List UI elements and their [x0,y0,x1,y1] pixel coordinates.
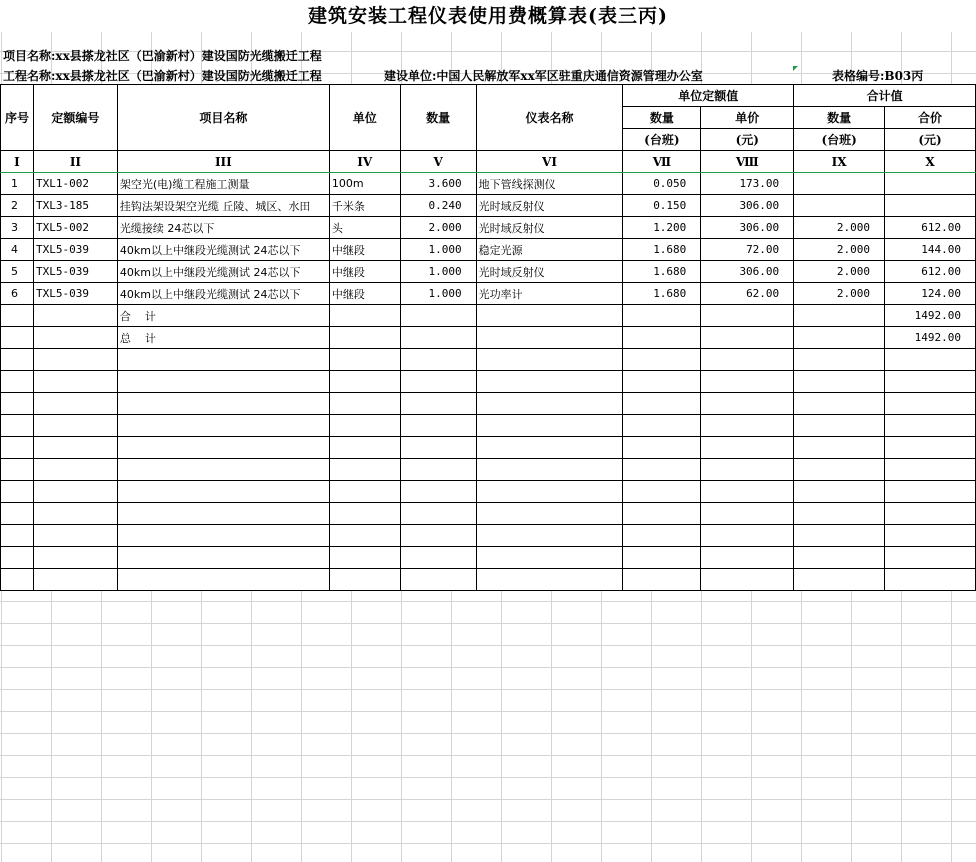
empty-cell[interactable] [701,371,794,393]
header-total-qty[interactable]: 数量 [794,107,885,129]
empty-row [1,437,976,459]
construction-unit-label: 建设单位:中国人民解放军xx军区驻重庆通信资源管理办公室 [384,69,703,83]
header-unit-qty[interactable]: 数量 [623,107,701,129]
empty-cell[interactable] [117,459,329,481]
empty-cell[interactable] [623,459,701,481]
table-cell[interactable] [1,327,34,349]
quantity-cell[interactable]: 1.000 [400,283,476,305]
total-price-cell[interactable]: 612.00 [885,217,976,239]
empty-cell[interactable] [623,371,701,393]
seq-cell[interactable]: 2 [1,195,34,217]
empty-cell[interactable] [329,547,400,569]
table-cell[interactable] [329,327,400,349]
roman-cell[interactable]: I [1,151,34,173]
empty-cell[interactable] [1,371,34,393]
empty-cell[interactable] [794,547,885,569]
unit-cell[interactable]: 100m [329,173,400,195]
subtotal-label[interactable]: 合 计 [117,305,329,327]
empty-cell[interactable] [329,349,400,371]
empty-cell[interactable] [476,459,623,481]
table-cell[interactable] [794,305,885,327]
empty-cell[interactable] [400,371,476,393]
empty-cell[interactable] [400,481,476,503]
empty-cell[interactable] [623,503,701,525]
empty-cell[interactable] [400,459,476,481]
page-title: 建筑安装工程仪表使用费概算表(表三丙) [0,0,976,32]
empty-cell[interactable] [117,481,329,503]
empty-cell[interactable] [33,547,117,569]
empty-cell[interactable] [623,569,701,591]
empty-cell[interactable] [476,393,623,415]
empty-cell[interactable] [794,371,885,393]
empty-cell[interactable] [476,415,623,437]
quota-code-cell[interactable]: TXL5-039 [33,283,117,305]
table-row [1,173,976,195]
unit-cell[interactable]: 中继段 [329,239,400,261]
table-row [1,195,976,217]
empty-cell[interactable] [701,393,794,415]
empty-cell[interactable] [885,437,976,459]
empty-cell[interactable] [117,437,329,459]
empty-cell[interactable] [1,437,34,459]
header-quantity[interactable]: 数量 [400,85,476,151]
empty-cell[interactable] [885,393,976,415]
empty-cell[interactable] [329,525,400,547]
header-total-value[interactable]: 合计值 [794,85,976,107]
roman-cell[interactable]: IX [794,151,885,173]
empty-cell[interactable] [885,525,976,547]
empty-cell[interactable] [701,415,794,437]
empty-cell[interactable] [794,503,885,525]
item-name-cell[interactable]: 40km以上中继段光缆测试 24芯以下 [117,239,329,261]
total-qty-cell[interactable] [794,195,885,217]
empty-cell[interactable] [33,503,117,525]
cell-comment-marker-icon [793,66,798,71]
roman-cell[interactable]: V [400,151,476,173]
instrument-name-cell[interactable]: 地下管线探测仪 [476,173,623,195]
roman-cell[interactable]: Ⅶ [623,151,701,173]
grandtotal-value[interactable]: 1492.00 [885,327,976,349]
instrument-name-cell[interactable]: 光时域反射仪 [476,195,623,217]
seq-cell[interactable]: 3 [1,217,34,239]
roman-cell[interactable]: VI [476,151,623,173]
cost-table [0,84,976,591]
empty-cell[interactable] [885,371,976,393]
empty-cell[interactable] [623,547,701,569]
subtotal-value[interactable]: 1492.00 [885,305,976,327]
table-row [1,283,976,305]
empty-cell[interactable] [1,393,34,415]
empty-cell[interactable] [117,503,329,525]
empty-cell[interactable] [476,437,623,459]
seq-cell[interactable]: 6 [1,283,34,305]
header-unit-qty-unit[interactable]: (台班) [623,129,701,151]
empty-cell[interactable] [33,481,117,503]
header-total-price[interactable]: 合价 [885,107,976,129]
unit-price-cell[interactable]: 62.00 [701,283,794,305]
empty-cell[interactable] [476,349,623,371]
total-qty-cell[interactable] [794,173,885,195]
empty-cell[interactable] [329,481,400,503]
unit-price-cell[interactable]: 173.00 [701,173,794,195]
unit-cell[interactable]: 头 [329,217,400,239]
empty-cell[interactable] [329,569,400,591]
empty-cell[interactable] [329,503,400,525]
empty-cell[interactable] [117,415,329,437]
empty-cell[interactable] [1,349,34,371]
empty-cell[interactable] [885,481,976,503]
empty-cell[interactable] [400,547,476,569]
quota-code-cell[interactable]: TXL5-039 [33,261,117,283]
instrument-name-cell[interactable]: 光时域反射仪 [476,261,623,283]
quota-code-cell[interactable]: TXL5-002 [33,217,117,239]
table-cell[interactable] [623,305,701,327]
empty-row [1,349,976,371]
quantity-cell[interactable]: 1.000 [400,261,476,283]
grandtotal-row [1,327,976,349]
empty-cell[interactable] [701,349,794,371]
empty-cell[interactable] [794,415,885,437]
empty-cell[interactable] [400,503,476,525]
empty-cell[interactable] [33,569,117,591]
table-cell[interactable] [794,327,885,349]
table-cell[interactable] [329,305,400,327]
unit-price-cell[interactable]: 306.00 [701,261,794,283]
total-price-cell[interactable] [885,195,976,217]
header-total-price-unit[interactable]: (元) [885,129,976,151]
unit-cell[interactable]: 千米条 [329,195,400,217]
empty-row [1,415,976,437]
total-price-cell[interactable]: 144.00 [885,239,976,261]
total-qty-cell[interactable]: 2.000 [794,217,885,239]
empty-cell[interactable] [1,503,34,525]
empty-cell[interactable] [1,547,34,569]
empty-cell[interactable] [400,569,476,591]
empty-cell[interactable] [701,503,794,525]
empty-row [1,547,976,569]
empty-cell[interactable] [476,547,623,569]
empty-cell[interactable] [701,459,794,481]
empty-cell[interactable] [885,415,976,437]
header-unit-quota[interactable]: 单位定额值 [623,85,794,107]
unit-qty-cell[interactable]: 1.200 [623,217,701,239]
header-quota-code[interactable]: 定额编号 [33,85,117,151]
header-unit-price[interactable]: 单价 [701,107,794,129]
empty-row [1,371,976,393]
empty-cell[interactable] [885,349,976,371]
empty-row [1,525,976,547]
total-price-cell[interactable]: 612.00 [885,261,976,283]
empty-cell[interactable] [1,459,34,481]
table-cell[interactable] [33,327,117,349]
header-seq[interactable]: 序号 [1,85,34,151]
table-row [1,261,976,283]
empty-cell[interactable] [623,349,701,371]
seq-cell[interactable]: 1 [1,173,34,195]
empty-row [1,481,976,503]
roman-cell[interactable]: X [885,151,976,173]
table-cell[interactable] [400,327,476,349]
empty-cell[interactable] [794,459,885,481]
table-cell[interactable] [701,327,794,349]
empty-cell[interactable] [329,415,400,437]
empty-cell[interactable] [476,525,623,547]
quantity-cell[interactable]: 2.000 [400,217,476,239]
empty-cell[interactable] [794,525,885,547]
empty-cell[interactable] [400,393,476,415]
unit-price-cell[interactable]: 72.00 [701,239,794,261]
header-item-name[interactable]: 项目名称 [117,85,329,151]
table-cell[interactable] [623,327,701,349]
table-cell[interactable] [476,305,623,327]
table-cell[interactable] [1,305,34,327]
empty-cell[interactable] [117,371,329,393]
roman-cell[interactable]: Ⅷ [701,151,794,173]
seq-cell[interactable]: 5 [1,261,34,283]
empty-cell[interactable] [117,393,329,415]
instrument-name-cell[interactable]: 光功率计 [476,283,623,305]
empty-row [1,459,976,481]
empty-cell[interactable] [623,437,701,459]
empty-cell[interactable] [476,569,623,591]
total-qty-cell[interactable]: 2.000 [794,283,885,305]
empty-cell[interactable] [33,371,117,393]
header-unit[interactable]: 单位 [329,85,400,151]
table-row [1,239,976,261]
header-instrument-name[interactable]: 仪表名称 [476,85,623,151]
roman-cell[interactable]: IV [329,151,400,173]
empty-cell[interactable] [400,415,476,437]
quantity-cell[interactable]: 0.240 [400,195,476,217]
empty-row [1,503,976,525]
quota-code-cell[interactable]: TXL1-002 [33,173,117,195]
empty-cell[interactable] [329,459,400,481]
empty-cell[interactable] [701,481,794,503]
empty-cell[interactable] [1,415,34,437]
empty-cell[interactable] [33,437,117,459]
empty-cell[interactable] [117,525,329,547]
unit-price-cell[interactable]: 306.00 [701,195,794,217]
item-name-cell[interactable]: 挂钩法架设架空光缆 丘陵、城区、水田 [117,195,329,217]
item-name-cell[interactable]: 40km以上中继段光缆测试 24芯以下 [117,261,329,283]
table-cell[interactable] [701,305,794,327]
empty-cell[interactable] [400,349,476,371]
empty-cell[interactable] [885,459,976,481]
unit-qty-cell[interactable]: 0.150 [623,195,701,217]
quota-code-cell[interactable]: TXL5-039 [33,239,117,261]
empty-cell[interactable] [701,525,794,547]
empty-cell[interactable] [623,481,701,503]
header-total-qty-unit[interactable]: (台班) [794,129,885,151]
instrument-name-cell[interactable]: 光时域反射仪 [476,217,623,239]
quota-code-cell[interactable]: TXL3-185 [33,195,117,217]
empty-cell[interactable] [1,525,34,547]
empty-cell[interactable] [701,437,794,459]
form-code-label: 表格编号:B03丙 [832,69,924,83]
item-name-cell[interactable]: 架空光(电)缆工程施工测量 [117,173,329,195]
empty-cell[interactable] [794,437,885,459]
empty-cell[interactable] [623,393,701,415]
instrument-name-cell[interactable]: 稳定光源 [476,239,623,261]
unit-qty-cell[interactable]: 1.680 [623,283,701,305]
project-name-label: 项目名称:xx县搽龙社区（巴渝新村）建设国防光缆搬迁工程 [3,49,322,63]
total-qty-cell[interactable]: 2.000 [794,261,885,283]
empty-cell[interactable] [329,393,400,415]
empty-cell[interactable] [794,569,885,591]
empty-cell[interactable] [623,415,701,437]
empty-cell[interactable] [33,393,117,415]
engineering-name-label: 工程名称:xx县搽龙社区（巴渝新村）建设国防光缆搬迁工程 [3,69,322,83]
empty-cell[interactable] [1,569,34,591]
empty-cell[interactable] [400,437,476,459]
empty-cell[interactable] [885,503,976,525]
total-qty-cell[interactable]: 2.000 [794,239,885,261]
roman-cell[interactable]: III [117,151,329,173]
empty-cell[interactable] [885,547,976,569]
total-price-cell[interactable] [885,173,976,195]
quantity-cell[interactable]: 3.600 [400,173,476,195]
empty-cell[interactable] [329,437,400,459]
unit-cell[interactable]: 中继段 [329,283,400,305]
unit-qty-cell[interactable]: 0.050 [623,173,701,195]
empty-row [1,569,976,591]
table-cell[interactable] [476,327,623,349]
quantity-cell[interactable]: 1.000 [400,239,476,261]
empty-cell[interactable] [33,415,117,437]
empty-cell[interactable] [117,569,329,591]
item-name-cell[interactable]: 光缆接续 24芯以下 [117,217,329,239]
empty-cell[interactable] [476,481,623,503]
table-row [1,217,976,239]
table-cell[interactable] [400,305,476,327]
unit-price-cell[interactable]: 306.00 [701,217,794,239]
total-price-cell[interactable]: 124.00 [885,283,976,305]
subtotal-row [1,305,976,327]
item-name-cell[interactable]: 40km以上中继段光缆测试 24芯以下 [117,283,329,305]
header-unit-price-unit[interactable]: (元) [701,129,794,151]
empty-cell[interactable] [400,525,476,547]
empty-cell[interactable] [794,349,885,371]
roman-cell[interactable]: II [33,151,117,173]
empty-cell[interactable] [117,547,329,569]
empty-cell[interactable] [1,481,34,503]
empty-cell[interactable] [33,349,117,371]
table-cell[interactable] [33,305,117,327]
empty-cell[interactable] [701,569,794,591]
empty-cell[interactable] [885,569,976,591]
grandtotal-label[interactable]: 总 计 [117,327,329,349]
empty-cell[interactable] [476,371,623,393]
empty-cell[interactable] [794,481,885,503]
empty-cell[interactable] [623,525,701,547]
empty-cell[interactable] [701,547,794,569]
unit-qty-cell[interactable]: 1.680 [623,239,701,261]
empty-cell[interactable] [794,393,885,415]
seq-cell[interactable]: 4 [1,239,34,261]
empty-cell[interactable] [117,349,329,371]
empty-cell[interactable] [33,459,117,481]
unit-cell[interactable]: 中继段 [329,261,400,283]
empty-row [1,393,976,415]
empty-cell[interactable] [329,371,400,393]
unit-qty-cell[interactable]: 1.680 [623,261,701,283]
empty-cell[interactable] [476,503,623,525]
empty-cell[interactable] [33,525,117,547]
